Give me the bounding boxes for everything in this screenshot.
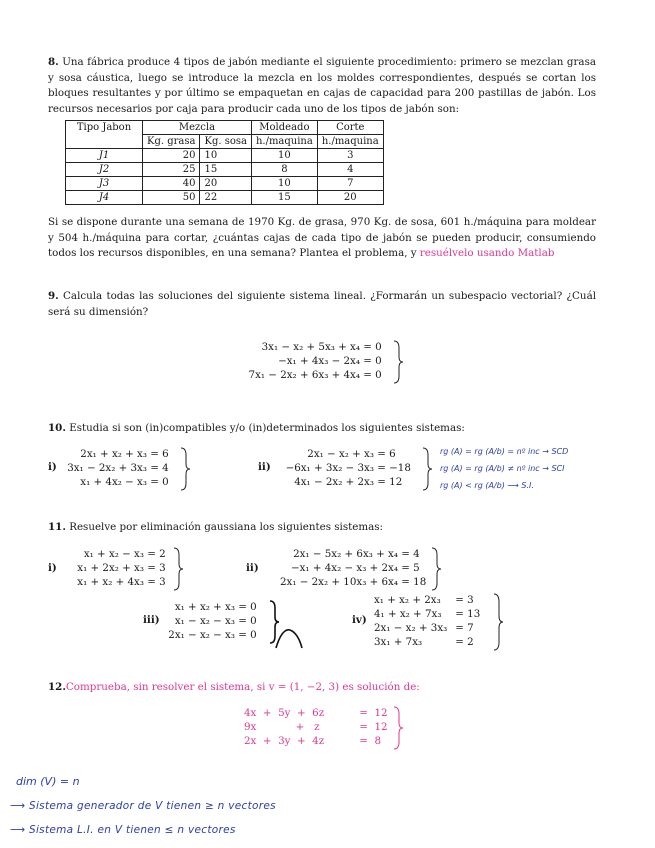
- equation-lhs: 2x₁ − x₂ − x₃: [168, 629, 235, 641]
- table-row: [66, 191, 384, 205]
- problem-12-statement: [48, 680, 596, 696]
- equation-rhs: = 0: [238, 629, 257, 641]
- equation-rhs: = 12: [359, 721, 388, 733]
- row-type: J4: [66, 191, 143, 205]
- system-i-label: i): [48, 562, 57, 574]
- equation-lhs: x₁ + x₂ + x₃: [174, 601, 235, 613]
- cell-moldeado: 8: [251, 163, 317, 177]
- equation-rhs: = 3: [455, 594, 474, 606]
- problem-10-system-ii: [278, 447, 411, 489]
- equation-lhs: 3x₁ − x₂ + 5x₃ + x₄: [261, 341, 360, 353]
- cell-grasa: 40: [143, 177, 200, 191]
- matlab-link-text: resuélvelo usando Matlab: [419, 247, 555, 259]
- cell-moldeado: 15: [251, 191, 317, 205]
- equation-rhs: = 0: [363, 369, 382, 381]
- equation-rhs: = 0: [363, 355, 382, 367]
- problem-10-system-i: [62, 447, 169, 489]
- handwritten-brace-mark-icon: [268, 600, 308, 650]
- problem-8-number: 8.: [48, 56, 59, 68]
- handwritten-generator-note: ⟶ Sistema generador de V tienen ≥ n vectores: [10, 800, 276, 812]
- cell-grasa: 50: [143, 191, 200, 205]
- equation-lhs: 2x₁ − 2x₂ + 10x₃ + 6x₄: [279, 576, 398, 588]
- equation-rhs: = 12: [377, 476, 403, 488]
- cell-moldeado: 10: [251, 177, 317, 191]
- right-brace-icon: [430, 547, 442, 591]
- equation-lhs: −x₁ + 4x₂ − x₃ + 2x₄: [291, 562, 398, 574]
- problem-9-system: [225, 340, 382, 382]
- right-brace-icon: [172, 547, 184, 591]
- system-ii-label: ii): [258, 461, 271, 473]
- equation-lhs: 3x₁ − 2x₂ + 3x₃: [67, 462, 147, 474]
- row-type: J2: [66, 163, 143, 177]
- equation-rhs: = 3: [147, 576, 166, 588]
- equation-lhs: 2x₁ − 5x₂ + 6x₃ + x₄: [293, 548, 398, 560]
- header-tipo-jabon: Tipo Jabon: [66, 121, 143, 149]
- right-brace-icon: [179, 447, 191, 491]
- problem-9-text: Calcula todas las soluciones del siguiente sistema lineal. ¿Formarán un subespacio vectorial? ¿Cuál será su dimensión?: [48, 290, 596, 318]
- equation-rhs: = 2: [455, 636, 474, 648]
- equation-lhs: x₁ − x₂ − x₃: [174, 615, 235, 627]
- equation-rhs: = 0: [238, 615, 257, 627]
- equation-rhs: = 5: [401, 562, 420, 574]
- equation-lhs: 9x + z: [244, 721, 320, 733]
- cell-corte: 3: [317, 149, 383, 163]
- problem-11-number: 11.: [48, 521, 66, 533]
- equation-lhs: x₁ + 4x₂ − x₃: [80, 476, 147, 488]
- equation-rhs: = 4: [401, 548, 420, 560]
- subheader-h-maquina-corte: h./maquina: [317, 135, 383, 149]
- problem-12-system: [244, 706, 388, 748]
- problem-12-number: 12.: [48, 681, 66, 693]
- cell-sosa: 20: [200, 177, 251, 191]
- equation-rhs: = 13: [455, 608, 481, 620]
- equation-lhs: −6x₁ + 3x₂ − 3x₃: [285, 462, 374, 474]
- cell-corte: 4: [317, 163, 383, 177]
- soap-resources-table: [65, 120, 384, 205]
- equation-rhs: = 2: [147, 548, 166, 560]
- equation-lhs: 7x₁ − 2x₂ + 6x₃ + 4x₄: [248, 369, 360, 381]
- subheader-kg-sosa: Kg. sosa: [200, 135, 251, 149]
- problem-9-statement: [48, 289, 596, 320]
- equation-rhs: = 4: [150, 462, 169, 474]
- equation-rhs: = 3: [147, 562, 166, 574]
- equation-lhs: x₁ + x₂ + 4x₃: [77, 576, 144, 588]
- cell-corte: 7: [317, 177, 383, 191]
- cell-sosa: 15: [200, 163, 251, 177]
- subheader-kg-grasa: Kg. grasa: [143, 135, 200, 149]
- problem-11-text: Resuelve por eliminación gaussiana los siguientes sistemas:: [69, 521, 384, 533]
- problem-8-question: [48, 215, 596, 262]
- equation-lhs: 2x₁ − x₂ + 3x₃: [374, 622, 448, 634]
- system-iv-label: iv): [352, 614, 367, 626]
- problem-11-statement: [48, 520, 596, 536]
- equation-rhs: = 6: [377, 448, 396, 460]
- equation-rhs: = 7: [455, 622, 474, 634]
- system-iii-label: iii): [143, 614, 160, 626]
- note-scd: rg (A) = rg (A/b) = nº inc → SCD: [440, 447, 569, 456]
- system-i-label: i): [48, 461, 57, 473]
- table-row: [66, 149, 384, 163]
- header-moldeado: Moldeado: [251, 121, 317, 135]
- equation-lhs: 3x₁ + 7x₃: [374, 636, 423, 648]
- equation-rhs: = 6: [150, 448, 169, 460]
- equation-lhs: 4x₁ − 2x₂ + 2x₃: [294, 476, 374, 488]
- handwritten-rank-notes: [440, 443, 620, 494]
- problem-11-system-i: [62, 547, 166, 589]
- equation-lhs: x₁ + x₂ + 2x₃: [374, 594, 441, 606]
- equation-lhs: 4₁ + x₂ + 7x₃: [374, 608, 442, 620]
- problem-10-text: Estudia si son (in)compatibles y/o (in)determinados los siguientes sistemas:: [69, 422, 465, 434]
- equation-lhs: 2x + 3y + 4z: [244, 735, 325, 747]
- problem-8-question-text: Si se dispone durante una semana de 1970 Kg. de grasa, 970 Kg. de sosa, 601 h./máquina para moldear y 504 h./máquina para cortar, ¿cuántas cajas de cada tipo de jabón se pueden producir, consumiendo todos los recursos disponibles, en una semana? Plantea el problema, y: [48, 216, 596, 259]
- handwritten-dim-note: dim (V) = n: [16, 775, 80, 788]
- note-sci: rg (A) = rg (A/b) ≠ nº inc → SCI: [440, 464, 565, 473]
- problem-10-number: 10.: [48, 422, 66, 434]
- problem-8-statement: [48, 55, 596, 117]
- equation-rhs: = 0: [150, 476, 169, 488]
- problem-12-text: Comprueba, sin resolver el sistema, si v = (1, −2, 3) es solución de:: [65, 681, 420, 693]
- right-brace-icon: [492, 593, 504, 651]
- right-brace-icon: [392, 340, 404, 384]
- equation-rhs: = 18: [401, 576, 427, 588]
- right-brace-icon: [421, 447, 433, 491]
- equation-lhs: x₁ + x₂ − x₃: [83, 548, 144, 560]
- problem-11-system-ii: [268, 547, 426, 589]
- cell-corte: 20: [317, 191, 383, 205]
- right-brace-icon: [392, 706, 404, 750]
- cell-grasa: 25: [143, 163, 200, 177]
- equation-rhs: = 12: [359, 707, 388, 719]
- header-corte: Corte: [317, 121, 383, 135]
- equation-rhs: = 0: [363, 341, 382, 353]
- subheader-h-maquina-moldeado: h./maquina: [251, 135, 317, 149]
- note-si: rg (A) < rg (A/b) ⟶ S.I.: [440, 481, 534, 490]
- header-mezcla: Mezcla: [143, 121, 252, 135]
- handwritten-li-note: ⟶ Sistema L.I. en V tienen ≤ n vectores: [10, 824, 236, 836]
- equation-lhs: 4x + 5y + 6z: [244, 707, 325, 719]
- problem-10-statement: [48, 421, 596, 437]
- equation-rhs: = −18: [377, 462, 411, 474]
- problem-8-text: Una fábrica produce 4 tipos de jabón mediante el siguiente procedimiento: primero se mezclan grasa y sosa cáustica, luego se introduce la mezcla en los moldes correspondientes, después se cortan los bloques resultantes y por último se empaquetan en cajas de capacidad para 200 pastillas de jabón. Los recursos necesarios por caja para producir cada uno de los tipos de jabón son:: [48, 56, 596, 115]
- row-type: J1: [66, 149, 143, 163]
- problem-9-number: 9.: [48, 290, 59, 302]
- equation-lhs: 2x₁ + x₂ + x₃: [80, 448, 147, 460]
- table-row: [66, 177, 384, 191]
- cell-moldeado: 10: [251, 149, 317, 163]
- table-row: [66, 163, 384, 177]
- problem-11-system-iii: [165, 600, 257, 642]
- equation-rhs: = 8: [359, 735, 382, 747]
- cell-sosa: 22: [200, 191, 251, 205]
- equation-lhs: −x₁ + 4x₃ − 2x₄: [278, 355, 360, 367]
- cell-grasa: 20: [143, 149, 200, 163]
- cell-sosa: 10: [200, 149, 251, 163]
- problem-11-system-iv: [374, 593, 480, 649]
- row-type: J3: [66, 177, 143, 191]
- equation-lhs: x₁ + 2x₂ + x₃: [77, 562, 144, 574]
- equation-rhs: = 0: [238, 601, 257, 613]
- equation-lhs: 2x₁ − x₂ + x₃: [307, 448, 374, 460]
- system-ii-label: ii): [246, 562, 259, 574]
